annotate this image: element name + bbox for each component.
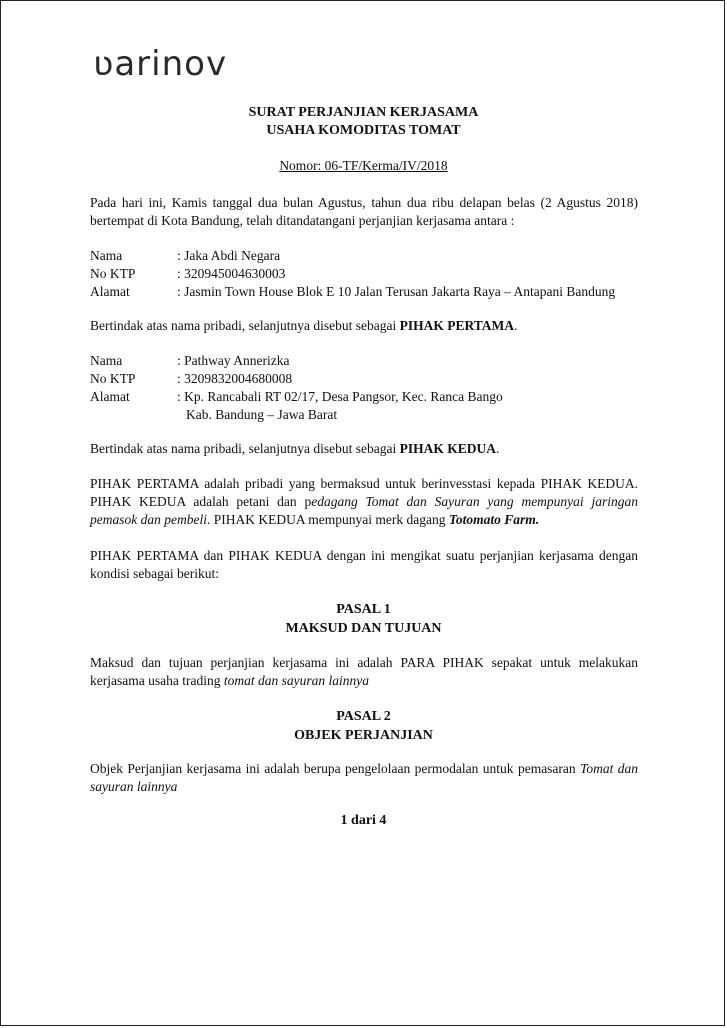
value: : Jasmin Town House Blok E 10 Jalan Terusan Jakarta Raya – Antapani Bandung [177,284,616,299]
value: : Pathway Annerizka [177,353,290,368]
intro-paragraph: Pada hari ini, Kamis tanggal dua bulan Agustus, tahun dua ribu delapan belas (2 Agustus 2018) bertempat di Kota Bandung, telah ditandatangani perjanjian kerjasama antara : [90,195,638,228]
description-text-2: . PIHAK KEDUA mempunyai merk dagang [206,512,449,527]
pasal2-italic: Tomat dan sayuran lainnya [90,761,638,794]
description-text: PIHAK PERTAMA adalah pribadi yang bermaksud untuk berinvesstasi kepada PIHAK KEDUA. PIHAK KEDUA adalah petani dan p [90,476,638,509]
company-logo: ʋarinov [93,44,228,84]
pasal2-body: Objek Perjanjian kerjasama ini adalah berupa pengelolaan permodalan untuk pemasaran [90,761,581,776]
description-paragraph [90,475,638,529]
value: Kab. Bandung – Jawa Barat [186,407,338,422]
pasal2-heading: PASAL 2 [336,709,391,724]
party2-ktp-row [90,370,503,388]
pasal1-italic: tomat dan sayuran lainnya [223,673,369,688]
statement-text: Bertindak atas nama pribadi, selanjutnya disebut sebagai [90,441,400,456]
document-number: Nomor: 06-TF/Kerma/IV/2018 [279,158,448,173]
value: : 3209832004680008 [177,371,293,386]
party1-name-row [90,247,615,265]
pasal2-subheading: OBJEK PERJANJIAN [294,728,433,743]
party1-address-row [90,283,615,301]
party1-ktp-row [90,265,615,283]
label: Nama [90,248,123,263]
page-number: 1 dari 4 [340,813,387,828]
party2-address-row [90,388,503,406]
pasal1-text [90,654,638,690]
document-title [1,104,726,140]
party1-statement [90,317,638,335]
pasal2-heading-block [1,707,726,745]
pasal1-body: Maksud dan tujuan perjanjian kerjasama ini adalah PARA PIHAK sepakat untuk melakukan kerjasama usaha trading [90,655,638,688]
pasal1-heading-block [1,600,726,638]
value: : Jaka Abdi Negara [177,248,281,263]
binding-paragraph: PIHAK PERTAMA dan PIHAK KEDUA dengan ini mengikat suatu perjanjian kerjasama dengan kondisi sebagai berikut: [90,548,638,581]
statement-text: Bertindak atas nama pribadi, selanjutnya disebut sebagai [90,318,400,333]
party1-role: PIHAK PERTAMA [399,318,515,333]
value: : Kp. Rancabali RT 02/17, Desa Pangsor, Kec. Ranca Bango [177,389,503,404]
pasal2-text [90,760,638,796]
party2-name-row [90,352,503,370]
title-line-1: SURAT PERJANJIAN KERJASAMA [248,105,479,120]
description-italic: edagang Tomat dan Sayuran yang mempunyai jaringan pemasok dan pembeli [90,494,638,527]
party2-details [90,352,503,424]
label: No KTP [90,266,136,281]
statement-end: . [514,318,518,333]
party2-statement [90,440,638,458]
party2-role: PIHAK KEDUA [399,441,497,456]
title-line-2: USAHA KOMODITAS TOMAT [266,123,461,138]
label: Nama [90,353,123,368]
statement-end: . [496,441,500,456]
label: Alamat [90,284,130,299]
party2-address-line2 [90,406,503,424]
pasal1-subheading: MAKSUD DAN TUJUAN [285,621,442,636]
value: : 320945004630003 [177,266,286,281]
party1-details [90,247,615,301]
label: No KTP [90,371,136,386]
brand-name: Totomato Farm. [448,512,540,527]
label: Alamat [90,389,130,404]
pasal1-heading: PASAL 1 [336,602,391,617]
